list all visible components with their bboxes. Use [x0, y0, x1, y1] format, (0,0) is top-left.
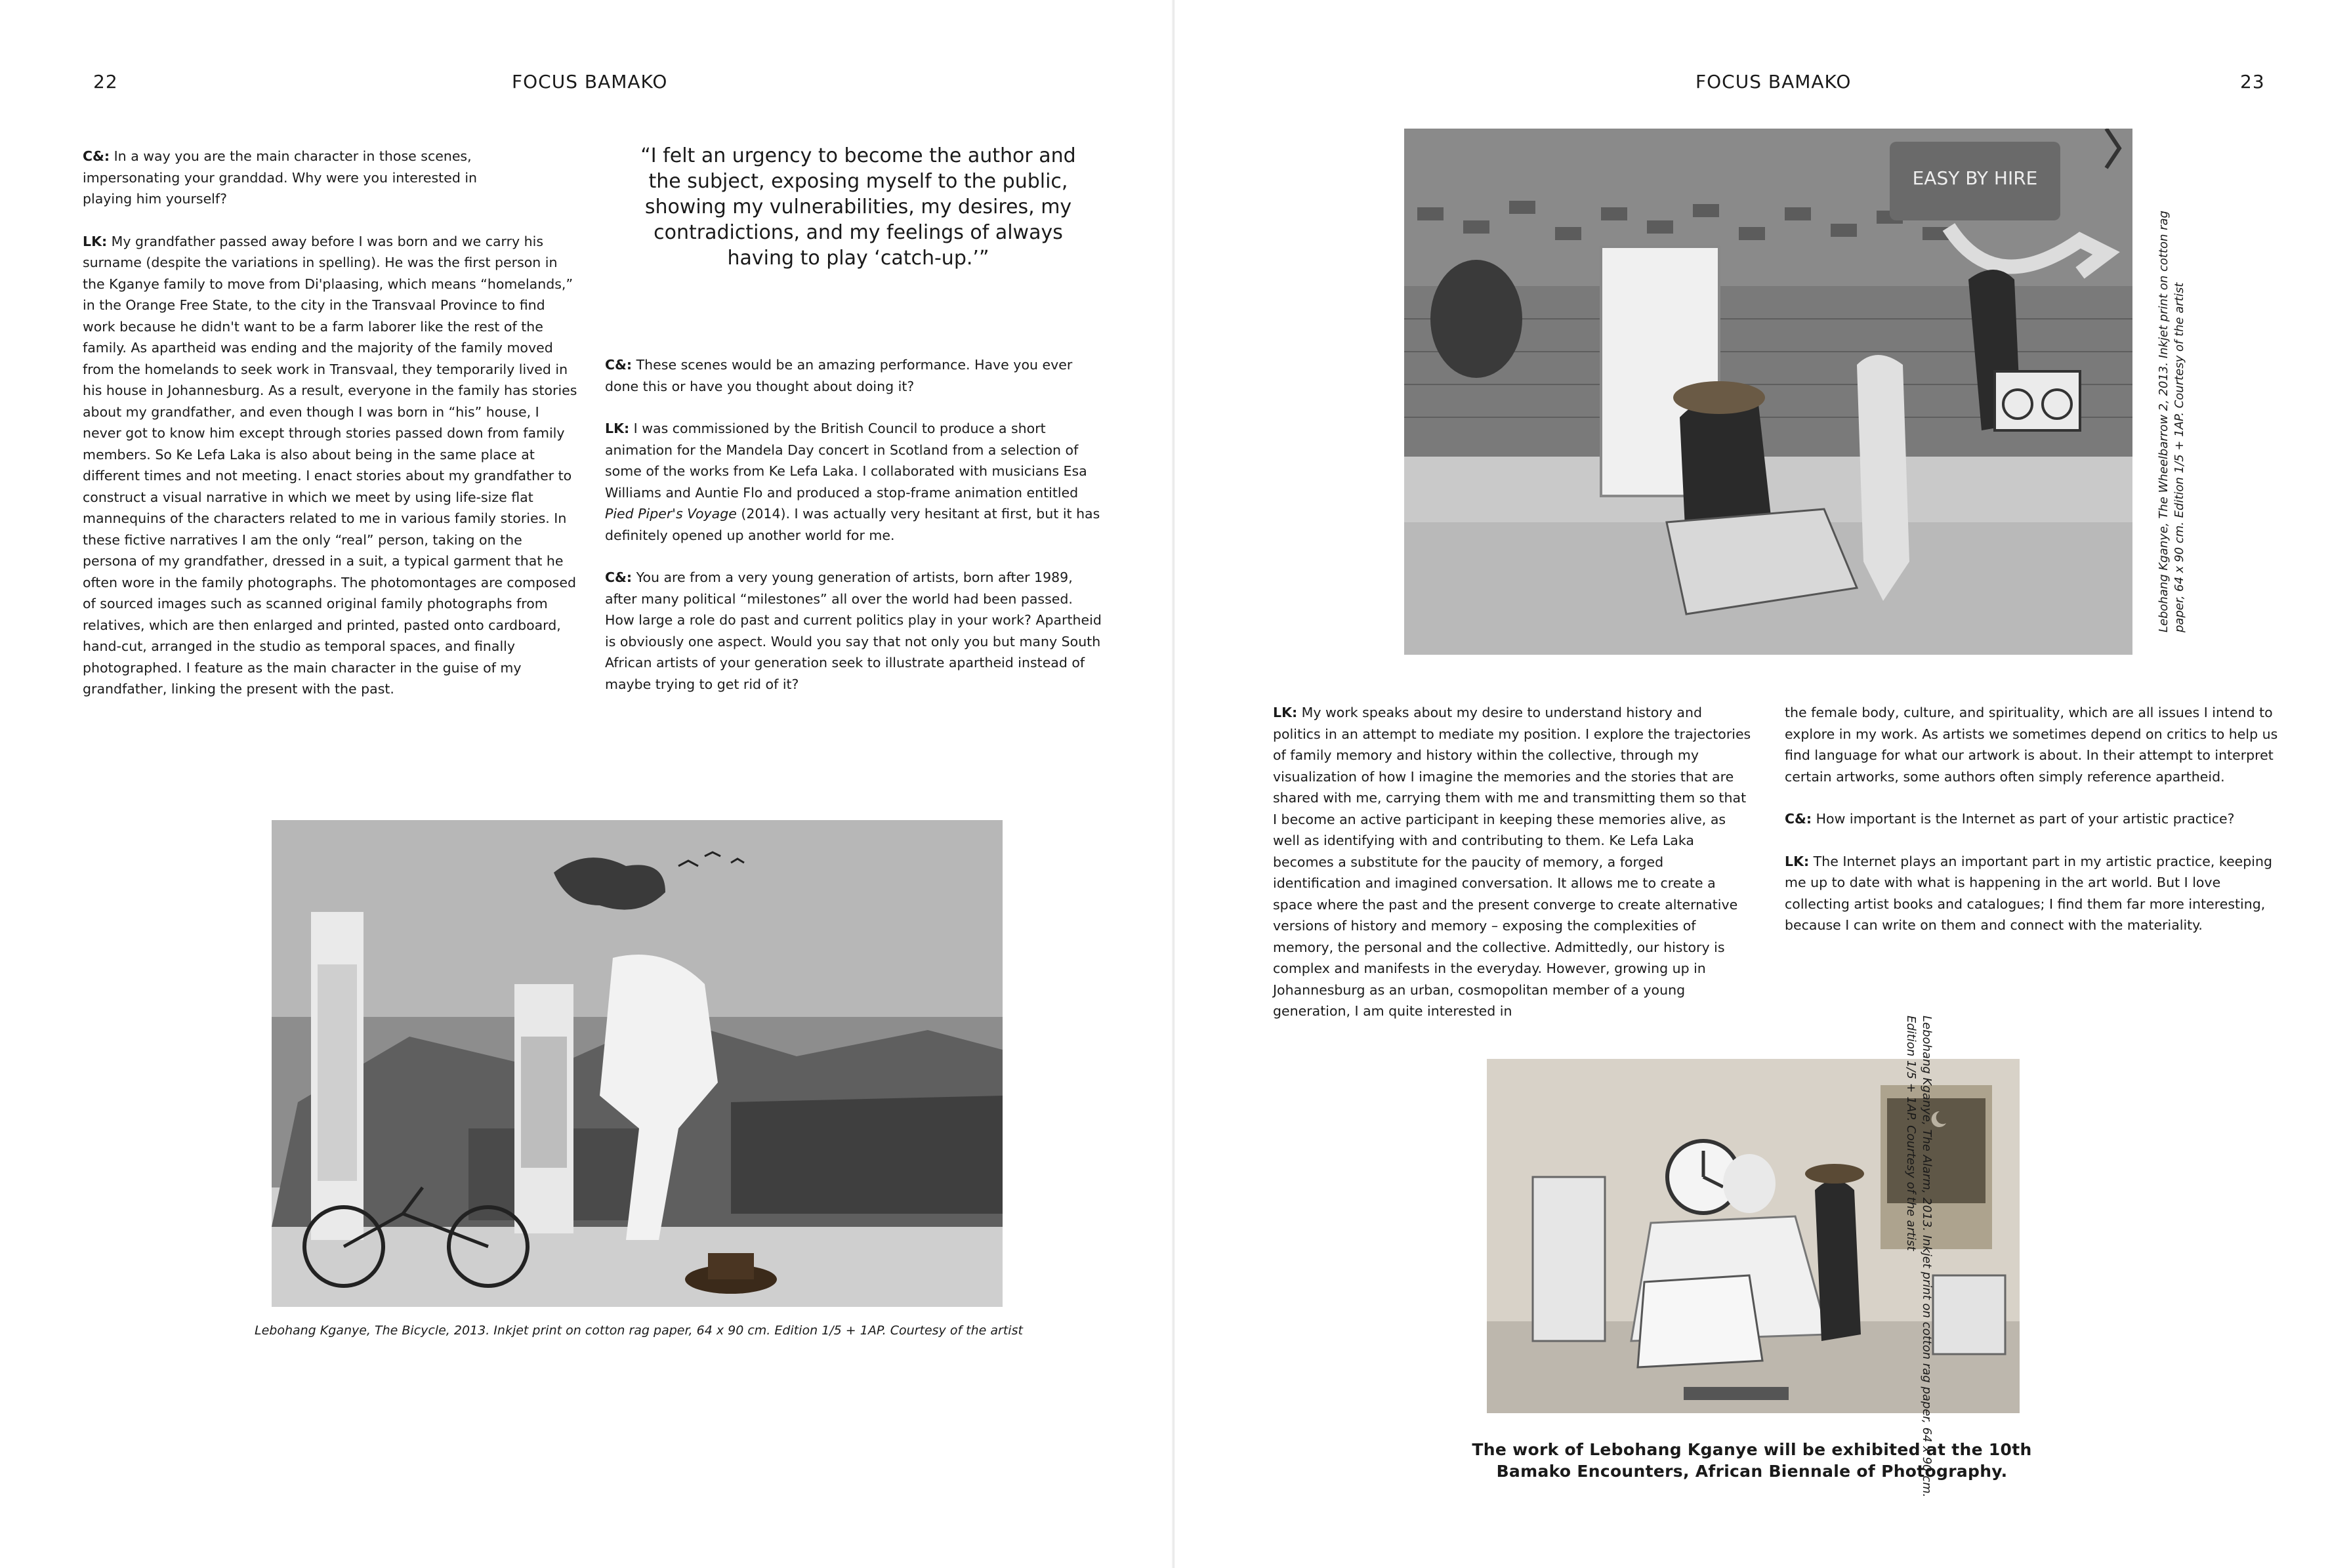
speaker-tag: C&:: [605, 569, 633, 585]
interview-column-right: [1785, 702, 2278, 957]
answer-text: (2014). I was actually very hesitant at first, but it has definitely opened up another world for me.: [605, 506, 1100, 543]
speaker-tag: C&:: [605, 357, 633, 373]
answer-2: [605, 418, 1104, 546]
running-head-right: FOCUS BAMAKO: [1695, 71, 1852, 93]
left-page: [0, 0, 1174, 1568]
wheelbarrow-photomontage-illustration: [1404, 129, 2132, 655]
answer-1: [83, 231, 580, 700]
running-head-left: FOCUS BAMAKO: [512, 71, 668, 93]
question-4: [1785, 808, 2278, 830]
pull-quote: “I felt an urgency to become the author and the subject, exposing myself to the public, showing my vulnerabilities, my desires, my contradictions, and my feelings of always having to play ‘catch-up.’”: [640, 144, 1076, 270]
speaker-tag: C&:: [83, 148, 110, 164]
answer-text: My grandfather passed away before I was born and we carry his surname (despite the variations in spelling). He was the first person in the Kganye family to move from Di'plaasing, which means “homelands,” in the Orange Free State, to the city in the Transvaal Province to find work because he didn't want to be a farm laborer like the rest of the family. As apartheid was ending and the majority of the family moved from the homelands to seek work in Transvaal, they temporarily lived in his house in Johannesburg. As a result, everyone in the family has stories about my grandfather, and even though I was born in “his” house, I never got to know him except through stories passed down from family members. So Ke Lefa Laka is also about being in the same place at different times and not meeting. I enact stories about my grandfather to construct a visual narrative in which we meet by using life-size flat mannequins of the characters related to me in various family stories. In these fictive narratives I am the only “real” person, taking on the persona of my grandfather, dressed in a suit, a typical garment that he often wore in the family photographs. The photomontages are composed of sourced images such as scanned original family photographs from relatives, which are then enlarged and printed, pasted onto cardboard, hand-cut, arranged in the studio as temporal spaces, and finally photographed. I feature as the main character in the guise of my grandfather, linking the present with the past.: [83, 233, 577, 697]
speaker-tag: LK:: [83, 233, 108, 249]
bicycle-photomontage-illustration: [272, 820, 1003, 1307]
caption-the-alarm: Lebohang Kganye, The Alarm, 2013. Inkjet print on cotton rag paper, 64 x 90 cm. Edition 1/5 + 1AP. Courtesy of the artist: [1904, 1016, 1934, 1498]
caption-the-wheelbarrow: Lebohang Kganye, The Wheelbarrow 2, 2013. Inkjet print on cotton rag paper, 64 x 90 cm. Edition 1/5 + 1AP. Courtesy of the artist: [2157, 211, 2186, 632]
answer-text: My work speaks about my desire to understand history and politics in an attempt to mediate my position. I explore the trajectories of family memory and history within the collective, through my visualization of how I imagine the memories and the stories that are shared with me, carrying them with me and transmitting them so that I become an active participant in keeping these memories alive, as well as identifying with and contributing to them. Ke Lefa Laka becomes a substitute for the paucity of memory, a forged identification and imagined conversation. It allows me to create a space where the past and the present converge to create alternative versions of history and memory – exposing the complexities of memory, the personal and the collective. Admittedly, our history is complex and manifests in the everyday. However, growing up in Johannesburg as an urban, cosmopolitan member of a young generation, I am quite interested in: [1273, 705, 1751, 1019]
photo-the-bicycle: [272, 820, 1003, 1307]
question-2: [605, 354, 1104, 397]
page-number-left: 22: [93, 71, 118, 93]
question-1: [83, 146, 516, 210]
answer-text: I was commissioned by the British Council to produce a short animation for the Mandela Day concert in Scotland from a selection of some of the works from Ke Lefa Laka. I collaborated with musicians Esa Williams and Auntie Flo and produced a stop-frame animation entitled: [605, 421, 1087, 501]
question-text: How important is the Internet as part of your artistic practice?: [1812, 811, 2235, 827]
question-3: [605, 567, 1104, 695]
speaker-tag: LK:: [1273, 705, 1298, 720]
caption-the-bicycle: Lebohang Kganye, The Bicycle, 2013. Inkjet print on cotton rag paper, 64 x 90 cm. Edition 1/5 + 1AP. Courtesy of the artist: [255, 1323, 1023, 1338]
photo-the-alarm: [1487, 1059, 2020, 1413]
speaker-tag: C&:: [1785, 811, 1812, 827]
alarm-photomontage-illustration: [1487, 1059, 2020, 1413]
exhibition-notice: The work of Lebohang Kganye will be exhibited at the 10th Bamako Encounters, African Biennale of Photography.: [1472, 1440, 2032, 1481]
work-title: Pied Piper's Voyage: [605, 506, 737, 522]
speaker-tag: LK:: [605, 421, 630, 436]
answer-4: [1785, 851, 2278, 936]
photo-the-wheelbarrow: [1404, 129, 2132, 655]
sign-text: EASY BY HIRE: [1912, 167, 2038, 189]
answer-3: [1273, 702, 1752, 1022]
question-text: You are from a very young generation of artists, born after 1989, after many political “milestones” all over the world had been passed. How large a role do past and current politics play in your work? Apartheid is obviously one aspect. Would you say that not only you but many South African artists of your generation seek to illustrate apartheid instead of maybe trying to get rid of it?: [605, 569, 1102, 692]
interview-column-left: [83, 146, 580, 721]
answer-text: The Internet plays an important part in my artistic practice, keeping me up to date with what is happening in the art world. But I love collecting artist books and catalogues; I find them far more interesting, because I can write on them and connect with the materiality.: [1785, 853, 2273, 933]
question-text: In a way you are the main character in those scenes, impersonating your granddad. Why were you interested in playing him yourself?: [83, 148, 478, 207]
speaker-tag: LK:: [1785, 853, 1810, 869]
page-number-right: 23: [2240, 71, 2265, 93]
interview-column-right: [605, 354, 1104, 716]
answer-3-continued: the female body, culture, and spirituality, which are all issues I intend to explore in my work. As artists we sometimes depend on critics to help us find language for what our artwork is about. In their attempt to interpret certain artworks, some authors often simply reference apartheid.: [1785, 705, 2278, 785]
interview-column-left: [1273, 702, 1752, 1043]
right-page: [1174, 0, 2349, 1568]
question-text: These scenes would be an amazing performance. Have you ever done this or have you thought about doing it?: [605, 357, 1073, 394]
